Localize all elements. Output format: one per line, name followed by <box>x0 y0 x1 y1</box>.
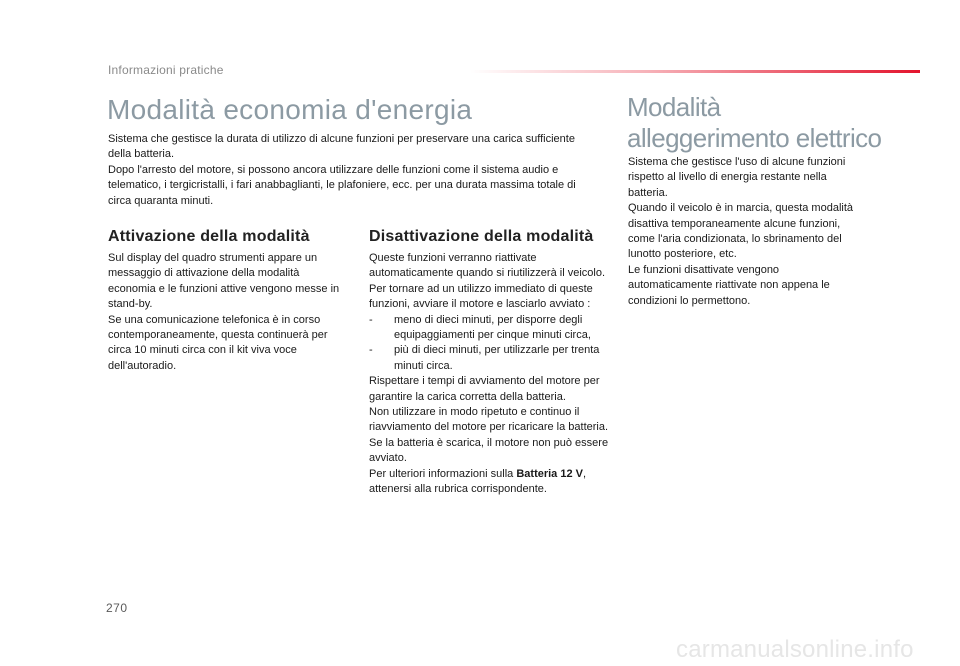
activation-section <box>108 227 343 374</box>
activation-text <box>108 251 343 374</box>
deactivation-text <box>369 251 609 498</box>
page-title: Modalità economia d'energia <box>107 94 473 125</box>
intro-paragraph: Dopo l'arresto del motore, si possono ancora utilizzare delle funzioni come il sistema audio e telematico, i tergicristalli, i fari anabbaglianti, le plafoniere, ecc. per una durata massima totale di circa quaranta minuti. <box>108 163 576 207</box>
side-paragraph: Quando il veicolo è in marcia, questa modalità disattiva temporaneamente alcune funzioni, come l'aria condizionata, lo sbrinamento del lunotto posteriore, etc. <box>628 202 854 261</box>
side-paragraph: Le funzioni disattivate vengono automaticamente riattivate non appena le condizioni lo permettono. <box>628 263 830 307</box>
list-item <box>369 313 609 344</box>
list-item-text: meno di dieci minuti, per disporre degli equipaggiamenti per cinque minuti circa, <box>394 313 591 342</box>
deactivation-paragraph: Non utilizzare in modo ripetuto e continuo il riavviamento del motore per ricaricare la batteria. <box>369 406 609 434</box>
battery-reference-post: , attenersi alla rubrica corrispondente. <box>369 467 587 496</box>
list-dash: - <box>369 344 373 357</box>
list-item-text: più di dieci minuti, per utilizzarle per trenta minuti circa. <box>394 344 600 372</box>
section-header: Informazioni pratiche <box>108 63 224 77</box>
intro-paragraph: Sistema che gestisce la durata di utilizzo di alcune funzioni per preservare una carica sufficiente della batteria. <box>108 133 575 161</box>
side-paragraph: Sistema che gestisce l'uso di alcune funzioni rispetto al livello di energia restante nella batteria. <box>628 156 846 199</box>
header-rule <box>470 70 920 73</box>
deactivation-title: Disattivazione della modalità <box>369 228 594 245</box>
list-dash: - <box>369 313 373 326</box>
list-item <box>369 343 609 374</box>
battery-reference <box>369 467 609 498</box>
activation-title: Attivazione della modalità <box>108 228 310 245</box>
battery-reference-link: Batteria 12 V <box>516 467 583 480</box>
deactivation-paragraph: Queste funzioni verranno riattivate automaticamente quando si riutilizzerà il veicolo. <box>369 252 606 280</box>
side-text <box>628 155 863 309</box>
activation-paragraph: Sul display del quadro strumenti appare un messaggio di attivazione della modalità economia e le funzioni attive vengono messe in stand-by. <box>108 252 340 311</box>
battery-reference-pre: Per ulteriori informazioni sulla <box>369 467 517 480</box>
deactivation-paragraph: Se la batteria è scarica, il motore non può essere avviato. <box>369 436 609 465</box>
deactivation-section <box>369 227 609 498</box>
watermark: carmanualsonline.info <box>676 636 914 663</box>
page-number: 270 <box>106 601 128 615</box>
intro-text <box>108 132 598 209</box>
deactivation-paragraph: Per tornare ad un utilizzo immediato di queste funzioni, avviare il motore e lasciarlo avviato : <box>369 282 593 311</box>
deactivation-paragraph: Rispettare i tempi di avviamento del motore per garantire la carica corretta della batteria. <box>369 375 600 403</box>
side-title: Modalità alleggerimento elettrico <box>627 92 882 153</box>
activation-paragraph: Se una comunicazione telefonica è in corso contemporaneamente, questa continuerà per circa 10 minuti circa con il kit viva voce dell'autoradio. <box>108 313 328 372</box>
